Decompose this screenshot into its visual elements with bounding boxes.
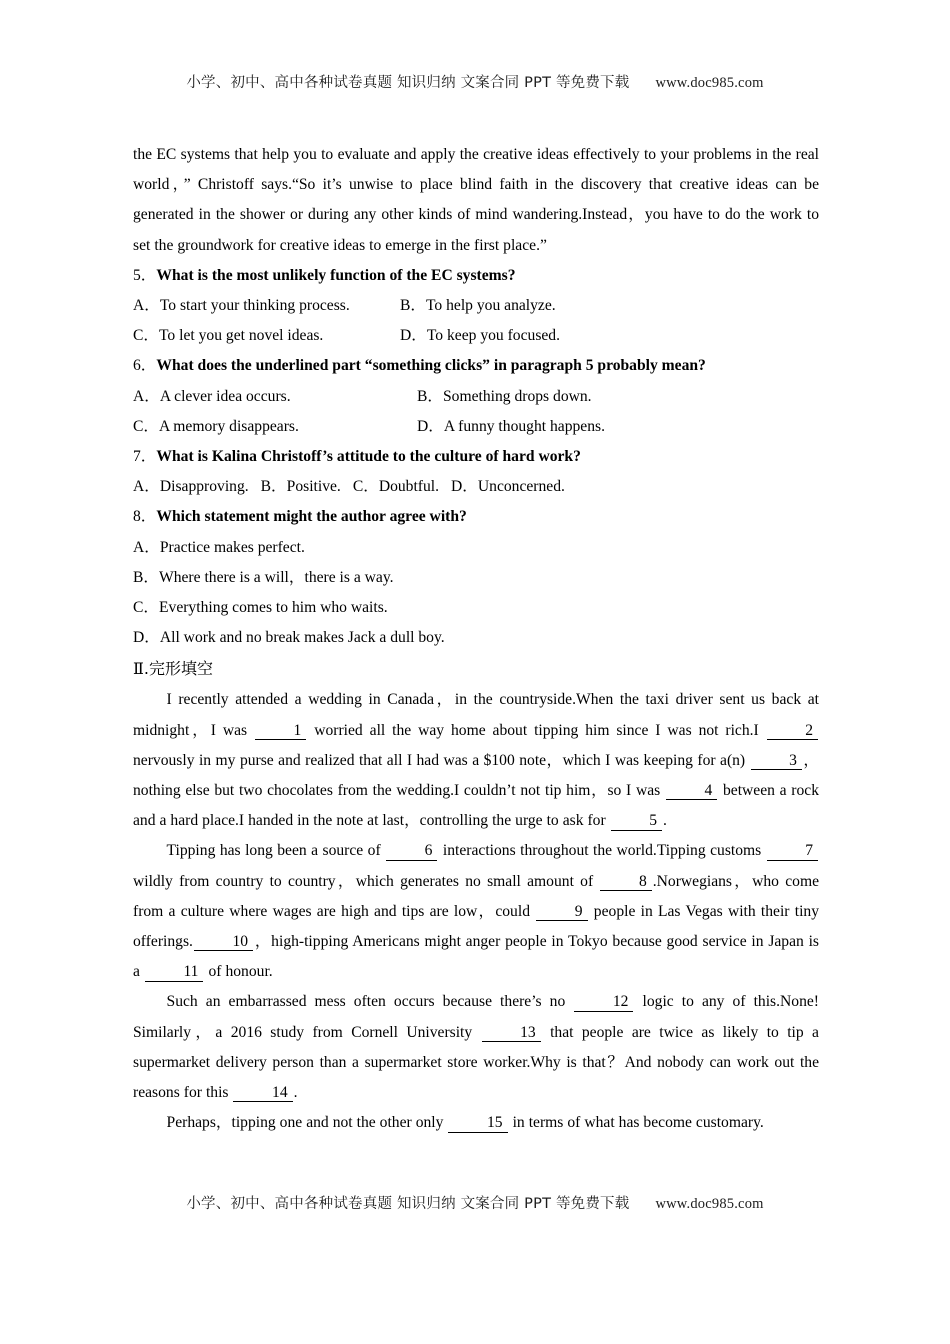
cloze-blank-1[interactable]: 1 [255,723,306,740]
running-header [0,71,950,92]
option-text: Something drops down. [443,387,592,405]
question-8-option-b[interactable] [133,563,819,593]
question-6-option-b[interactable] [417,382,592,412]
running-footer [0,1192,950,1213]
cloze-blank-14[interactable]: 14 [233,1085,292,1102]
question-8-option-a[interactable] [133,533,819,563]
question-5-options-row-1 [133,291,819,321]
option-text: Where there is a will，there is a way. [159,568,394,586]
option-text: To let you get novel ideas. [159,327,324,345]
option-text: A memory disappears. [159,417,299,435]
question-6-stem [133,351,819,381]
running-header-url: www.doc985.com [655,75,764,91]
cloze-blank-7[interactable]: 7 [767,843,818,860]
question-5-option-c[interactable] [133,321,323,351]
question-6-option-a[interactable] [133,382,291,412]
question-7-option-b[interactable] [261,478,341,495]
cloze-blank-8[interactable]: 8 [600,874,651,891]
question-5-text: What is the most unlikely function of the EC systems? [156,266,516,284]
question-7-option-c[interactable] [353,478,439,495]
question-5-option-b[interactable] [400,291,556,321]
option-label: B． [417,387,443,405]
option-label: B． [133,568,159,586]
option-label: D． [451,478,478,496]
cloze-blank-10[interactable]: 10 [194,934,253,951]
option-text: To keep you focused. [426,327,561,345]
section-heading-cloze [133,653,819,685]
question-8-option-d[interactable] [133,623,819,653]
option-label: C． [133,327,159,345]
cloze-blank-12[interactable]: 12 [574,994,633,1011]
question-8-number: 8． [133,508,157,526]
question-6-options-row-1 [133,382,819,412]
option-label: B． [400,297,426,315]
cloze-blank-2[interactable]: 2 [767,723,818,740]
option-text: Everything comes to him who waits. [159,598,388,616]
option-label: D． [417,417,444,435]
question-5-option-d[interactable] [400,321,560,351]
question-5-option-a[interactable] [133,291,350,321]
cloze-paragraph-3: Such an embarrassed mess often occurs because there’s no 12 logic to any of this.None! Similarly，a 2016 study from Cornell University 13 that people are twice as likely to tip a supermarket delivery person than a supermarket store worker.Why is that？And nobody can work out the reasons for this 14 . [133,993,819,1102]
cloze-blank-15[interactable]: 15 [448,1115,507,1132]
option-label: A． [133,387,160,405]
option-text: Positive. [286,478,341,496]
question-7-options-inline [133,472,819,502]
section-roman-numeral: Ⅱ [133,661,144,679]
running-header-chinese: 小学、初中、高中各种试卷真题 知识归纳 文案合同 PPT 等免费下载 [186,75,630,91]
section-title: 完形填空 [148,659,213,679]
question-6-options-row-2 [133,412,819,442]
option-text: To start your thinking process. [159,297,350,315]
option-label: D． [133,629,160,647]
option-label: C． [352,478,379,496]
document-body [133,140,819,1138]
question-7-option-d[interactable] [451,478,565,495]
question-8-text: Which statement might the author agree with? [156,508,467,526]
option-label: D． [400,327,427,345]
cloze-paragraph-2: Tipping has long been a source of 6 interactions throughout the world.Tipping customs 7 wildly from country to country，which generates no small amount of 8 .Norwegians，who come from a culture where wages are high and tips are low，could 9 people in Las Vegas with their tiny offerings. 10 ，high-tipping Americans might anger people in Tokyo because good service in Japan is a 11 of honour. [133,842,820,981]
option-label: B． [260,478,287,496]
question-6-number: 6． [133,357,157,375]
option-text: Doubtful. [378,478,440,496]
question-8-stem [133,502,819,532]
cloze-blank-11[interactable]: 11 [145,964,204,981]
passage-paragraph: the EC systems that help you to evaluate and apply the creative ideas effectively to your problems in the real world，” Christoff says.“So it’s unwise to place blind faith in the discovery that creative ideas can be generated in the shower or during any other kinds of mind wandering.Instead，you have to do the work to set the groundwork for creative ideas to emerge in the first place.” [133,146,819,254]
question-5-options-row-2 [133,321,819,351]
option-text: Unconcerned. [477,478,565,496]
question-8-option-c[interactable] [133,593,819,623]
option-text: Practice makes perfect. [159,538,305,556]
running-footer-url: www.doc985.com [655,1196,764,1212]
cloze-blank-9[interactable]: 9 [536,904,587,921]
question-6-option-d[interactable] [417,412,605,442]
question-7-option-a[interactable] [133,478,249,495]
running-footer-chinese: 小学、初中、高中各种试卷真题 知识归纳 文案合同 PPT 等免费下载 [186,1196,630,1212]
option-text: To help you analyze. [426,297,556,315]
question-5-number: 5． [133,266,157,284]
option-label: C． [133,417,159,435]
cloze-blank-6[interactable]: 6 [386,843,437,860]
option-label: A． [133,478,160,496]
option-text: All work and no break makes Jack a dull boy. [159,629,445,647]
option-text: A clever idea occurs. [159,387,291,405]
cloze-paragraph-4: Perhaps，tipping one and not the other only 15 in terms of what has become customary. [166,1114,764,1132]
question-6-text: What does the underlined part “something clicks” in paragraph 5 probably mean? [156,357,706,375]
cloze-blank-13[interactable]: 13 [482,1025,541,1042]
option-label: C． [133,598,159,616]
option-label: A． [133,297,160,315]
option-text: A funny thought happens. [443,417,605,435]
section-dot: . [143,659,149,679]
question-7-text: What is Kalina Christoff’s attitude to the culture of hard work? [156,447,581,465]
question-6-option-c[interactable] [133,412,299,442]
question-7-stem [133,442,819,472]
question-7-number: 7． [133,447,157,465]
cloze-paragraph-1: I recently attended a wedding in Canada，in the countryside.When the taxi driver sent us back at midnight，I was 1 worried all the way home about tipping him since I was not rich.I 2 nervously in my purse and realized that all I had was a $100 note，which I was keeping for a(n) 3 ，nothing else but two chocolates from the wedding.I couldn’t not tip him，so I was 4 between a rock and a hard place.I handed in the note at last，controlling the urge to ask for 5 . [133,691,820,830]
cloze-blank-5[interactable]: 5 [611,813,662,830]
question-5-stem [133,261,819,291]
option-text: Disapproving. [159,478,249,496]
option-label: A． [133,538,160,556]
cloze-blank-4[interactable]: 4 [666,783,717,800]
cloze-blank-3[interactable]: 3 [751,753,802,770]
